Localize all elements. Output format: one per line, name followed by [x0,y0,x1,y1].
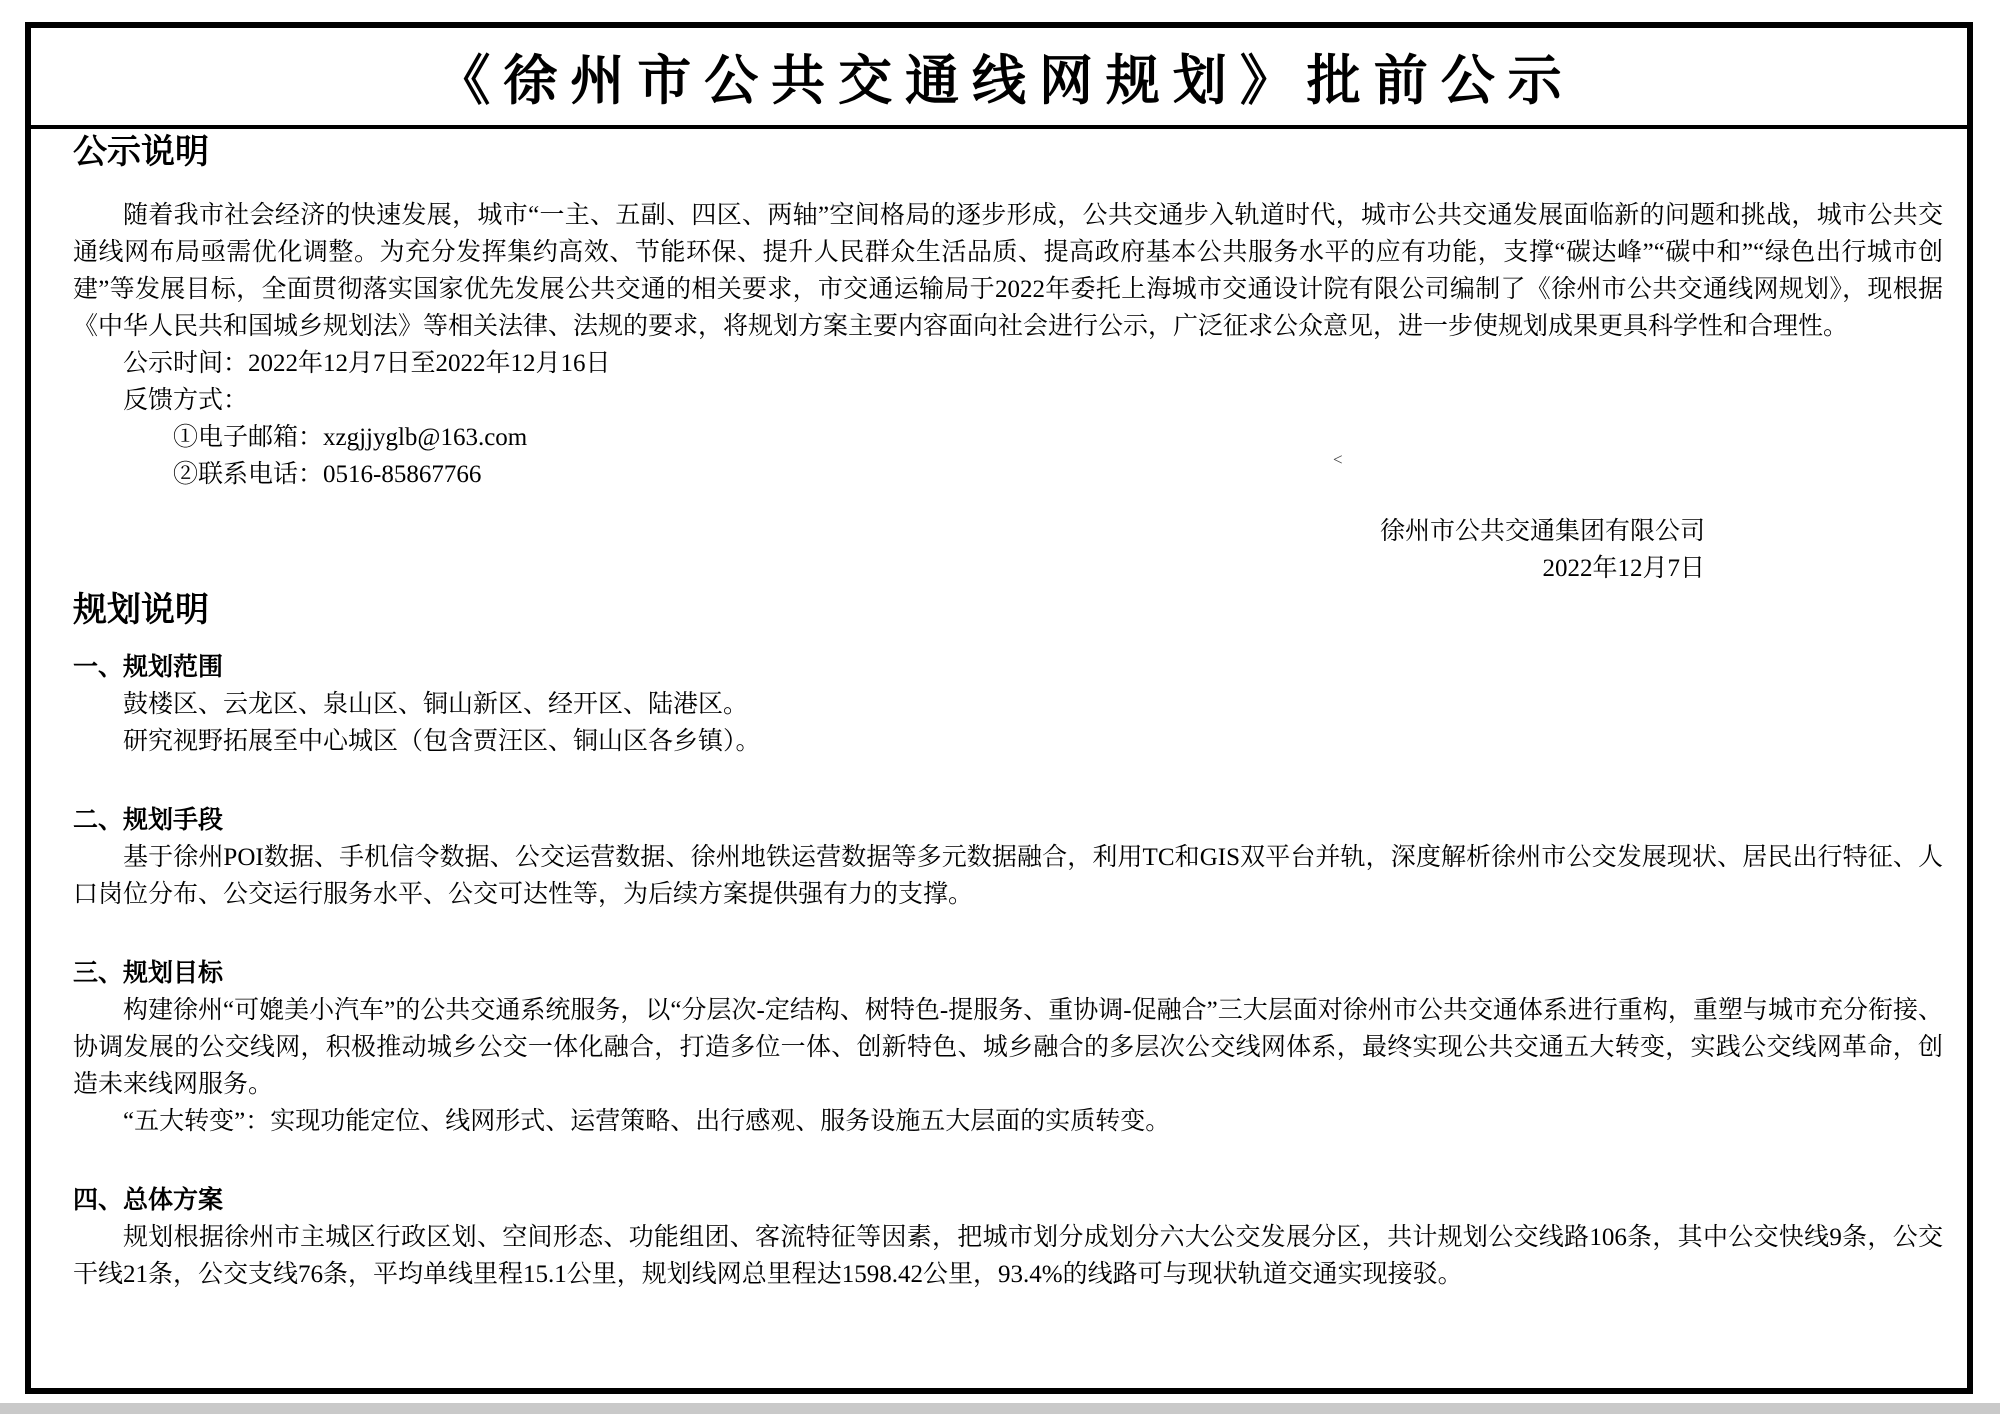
plan-item-paragraph: 研究视野拓展至中心城区（包含贾汪区、铜山区各乡镇）。 [123,728,761,755]
notice-email-line: ①电子邮箱：xzgjjyglb@163.com [173,424,528,451]
plan-item-scope [73,649,1943,760]
bottom-edge-strip [0,1403,2000,1414]
title-band [31,28,1967,129]
plan-item-goals [73,955,1943,1140]
signature-company: 徐州市公共交通集团有限公司 [1379,518,1705,545]
notice-phone-line: ②联系电话：0516-85867766 [173,461,482,488]
stray-caret-mark: < [1333,450,1343,469]
signature-block [73,513,1943,587]
plan-item-title: 四、总体方案 [73,1187,224,1214]
plan-item-title: 二、规划手段 [73,807,224,834]
plan-item-title: 三、规划目标 [73,960,224,987]
document-title: 《徐州市公共交通线网规划》批前公示 [436,51,1575,111]
plan-item-paragraph: 规划根据徐州市主城区行政区划、空间形态、功能组团、客流特征等因素，把城市划分成划分六大公交发展分区，共计规划公交线路106条，其中公交快线9条，公交干线21条，公交支线76条，平均单线里程15.1公里，规划线网总里程达1598.42公里，93.4%的线路可与现状轨道交通实现接驳。 [73,1224,1943,1288]
notice-time-line: 公示时间：2022年12月7日至2022年12月16日 [123,350,611,377]
document-content [31,129,1967,1293]
plan-item-paragraph: “五大转变”：实现功能定位、线网形式、运营策略、出行感观、服务设施五大层面的实质转变。 [123,1108,1171,1135]
notice-feedback-label: 反馈方式： [123,387,249,414]
plan-item-paragraph: 鼓楼区、云龙区、泉山区、铜山新区、经开区、陆港区。 [123,691,749,718]
notice-heading: 公示说明 [73,133,209,171]
plan-item-title: 一、规划范围 [73,654,224,681]
notice-paragraph: 随着我市社会经济的快速发展，城市“一主、五副、四区、两轴”空间格局的逐步形成，公共交通步入轨道时代，城市公共交通发展面临新的问题和挑战，城市公共交通线网布局亟需优化调整。为充分发挥集约高效、节能环保、提升人民群众生活品质、提高政府基本公共服务水平的应有功能，支撑“碳达峰”“碳中和”“绿色出行城市创建”等发展目标，全面贯彻落实国家优先发展公共交通的相关要求，市交通运输局于2022年委托上海城市交通设计院有限公司编制了《徐州市公共交通线网规划》，现根据《中华人民共和国城乡规划法》等相关法律、法规的要求，将规划方案主要内容面向社会进行公示，广泛征求公众意见，进一步使规划成果更具科学性和合理性。 [73,202,1943,340]
plan-item-overall [73,1182,1943,1293]
plan-item-paragraph: 基于徐州POI数据、手机信令数据、公交运营数据、徐州地铁运营数据等多元数据融合，利用TC和GIS双平台并轨，深度解析徐州市公交发展现状、居民出行特征、人口岗位分布、公交运行服务水平、公交可达性等，为后续方案提供强有力的支撑。 [73,844,1943,908]
plan-heading: 规划说明 [73,591,209,629]
plan-item-paragraph: 构建徐州“可媲美小汽车”的公共交通系统服务，以“分层次-定结构、树特色-提服务、重协调-促融合”三大层面对徐州市公共交通体系进行重构，重塑与城市充分衔接、协调发展的公交线网，积极推动城乡公交一体化融合，打造多位一体、创新特色、城乡融合的多层次公交线网体系，最终实现公共交通五大转变，实践公交线网革命，创造未来线网服务。 [73,997,1943,1098]
signature-date: 2022年12月7日 [1542,555,1705,582]
plan-item-methods [73,802,1943,913]
document-frame [25,22,1973,1394]
